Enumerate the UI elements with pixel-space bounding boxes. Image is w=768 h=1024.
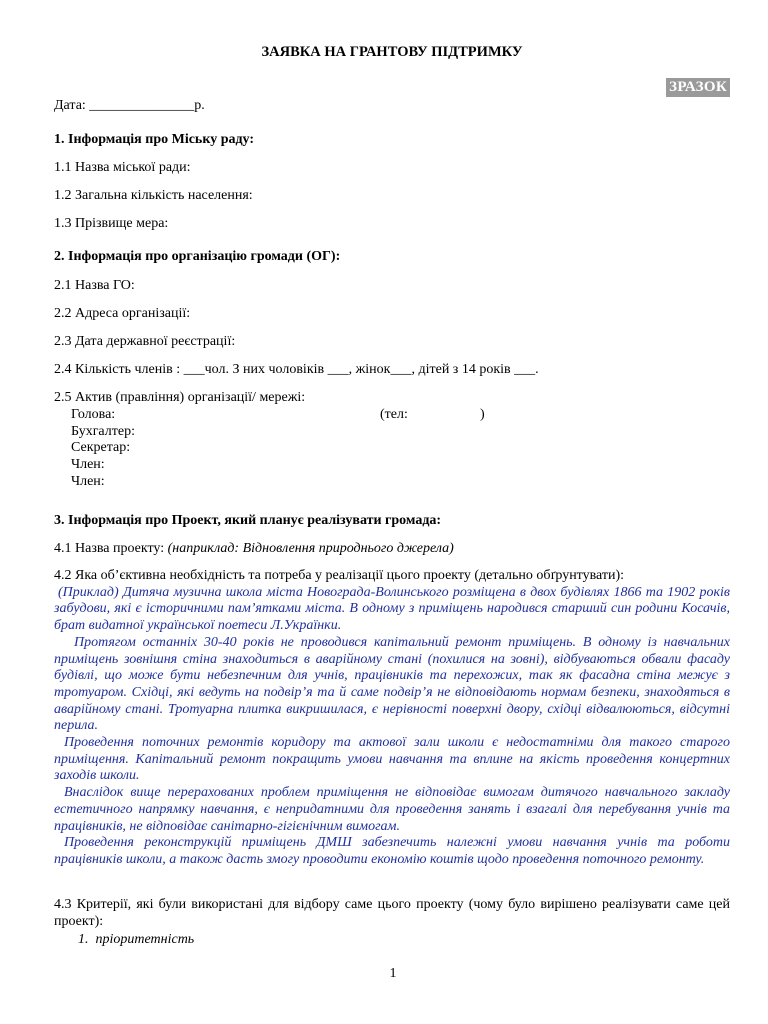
item-2-4: 2.4 Кількість членів : ___чол. З них чоловіків ___, жінок___, дітей з 14 років ___. [54,362,539,377]
section-1-heading: 1. Інформація про Міську раду: [54,132,255,147]
secretary-label: Секретар: [71,440,131,455]
example-paragraph-4: Внаслідок вище перерахованих проблем приміщення не відповідає вимогам дитячого навчального закладу естетичного напрямку навчання, є непридатними для проведення занять і взагалі для перебування учнів та працівників, не відповідає санітарно-гігієнічним вимогам. [54,785,730,834]
criteria-number: 1. [78,932,89,947]
item-4-2-block [54,568,730,869]
page-number: 1 [389,966,397,981]
member-label-2: Член: [71,474,105,489]
example-paragraph-2: Протягом останніх 30-40 років не проводився капітальний ремонт приміщень. В одному із навчальних приміщень зовнішня стіна знаходиться в аварійному стані (похилися на зовні), відбуваються обвали фасаду будівлі, що може бути небезпечним для учнів, працівників та перехожих, так як фасадна стіна межує з тротуаром. Східці, які ведуть на подвір’я та й саме подвір’я не відповідають нормам безпеки, знаходяться в аварійному стані. Тротуарна плитка викришилася, є нерівності поверхні двору, східці відвалюються, відсутні перила. [54,634,730,734]
tel-close: ) [480,407,485,422]
item-1-1: 1.1 Назва міської ради: [54,160,191,175]
criteria-text: пріоритетність [95,932,195,947]
document-page [54,0,730,1024]
section-2-heading: 2. Інформація про організацію громади (ОГ): [54,249,341,264]
item-2-1: 2.1 Назва ГО: [54,278,135,293]
item-4-1-label: 4.1 Назва проекту: [54,541,165,556]
item-4-1 [54,540,454,557]
item-2-3: 2.3 Дата державної реєстрації: [54,334,236,349]
tel-label: (тел: [380,407,408,422]
example-paragraph-3: Проведення поточних ремонтів коридору та актової зали школи є недостатніми для такого старого приміщення. Капітальний ремонт покращить умови навчання та вплине на якість проведення концертних заходів школи. [54,735,730,784]
member-label-1: Член: [71,457,105,472]
sample-stamp: ЗРАЗОК [666,78,730,97]
item-1-2: 1.2 Загальна кількість населення: [54,188,253,203]
item-1-3: 1.3 Прізвище мера: [54,216,169,231]
example-paragraph-1: (Приклад) Дитяча музична школа міста Новограда-Волинського розміщена в двох будівлях 1866 та 1902 років забудови, які є історичними пам’ятками міста. В одному з приміщень народився старший син родини Косачів, брат видатної української поетеси Л.Українки. [54,584,730,634]
criteria-item-1 [78,931,194,948]
example-paragraph-5: Проведення реконструкцій приміщень ДМШ забезпечить належні умови навчання учнів та роботи працівників школи, а також дасть змогу проводити економію коштів щодо проведення поточного ремонту. [54,835,730,867]
item-2-2: 2.2 Адреса організації: [54,306,191,321]
date-line: Дата: _______________р. [54,98,205,113]
document-title: ЗАЯВКА НА ГРАНТОВУ ПІДТРИМКУ [261,44,523,60]
item-4-3: 4.3 Критерії, які були використані для відбору саме цього проекту (чому було вирішено реалізувати саме цей проект): [54,897,730,929]
section-3-heading: 3. Інформація про Проект, який планує реалізувати громада: [54,513,442,528]
item-4-1-example: (наприклад: Відновлення природнього джерела) [167,541,454,556]
item-4-2-label: 4.2 Яка об’єктивна необхідність та потреба у реалізації цього проекту (детально обґрунтувати): [54,568,625,583]
accountant-label: Бухгалтер: [71,424,135,439]
item-2-5: 2.5 Актив (правління) організації/ мережі: [54,390,306,405]
head-label: Голова: [71,407,116,422]
